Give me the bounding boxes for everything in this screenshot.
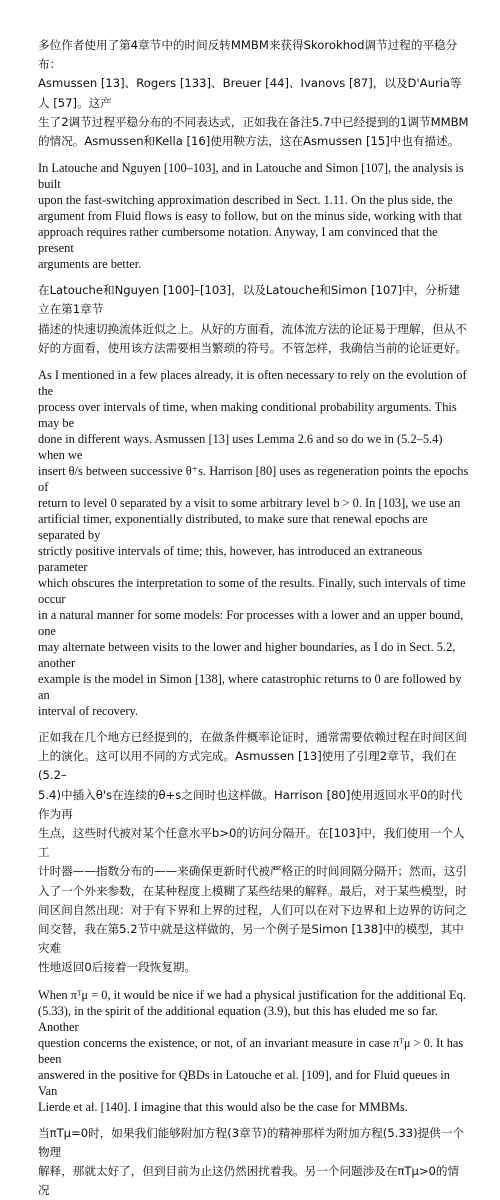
paragraph-en-2: As I mentioned in a few places already, it is often necessary to rely on the evolution of the process over intervals of time, when making conditional probability arguments. This may be done in different ways. Asmussen [13] uses Lemma 2.6 and so do we in (5.2–5.4) when we insert θ/s between successive θ⁺s. Harrison [80] uses as regeneration points the epochs of return to level 0 separated by a visit to some arbitrary level b > 0. In [103], we use an artificial timer, exponentially distributed, to make sure that renewal epochs are separated by strictly positive intervals of time; this, however, has introduced an extraneous parameter which obscures the interpretation to some of the results. Finally, such intervals of time occur in a natural manner for some models: For processes with a lower and an upper bound, one may alternate between visits to the lower and higher boundaries, as I do in Sect. 5.2, another example is the model in Simon [138], where catastrophic returns to 0 are followed by an interval of recovery.	[38, 368, 469, 719]
paragraph-zh-3: 正如我在几个地方已经提到的，在做条件概率论证时，通常需要依赖过程在时间区间 上的演化。这可以用不同的方式完成。Asmussen [13]使用了引理2章节，我们在(5.2– 5.4)中插入θ's在连续的θ+s之间时也这样做。Harrison [80]使用返回水平0的时代作为再 生点，这些时代被对某个任意水平b>0的访问分隔开。在[103]中，我们使用一个人工 计时器——指数分布的——来确保更新时代被严格正的时间间隔分隔开；然而，这引 入了一个外来参数，在某种程度上模糊了某些结果的解释。最后，对于某些模型，时 间区间自然出现：对于有下界和上界的过程，人们可以在对下边界和上边界的访问之 间交替，我在第5.2节中就是这样做的，另一个例子是Simon [138]中的模型，其中灾难 性地返回0后接着一段恢复期。	[38, 730, 467, 975]
paragraph-zh-2: 在Latouche和Nguyen [100]–[103]，以及Latouche和Simon [107]中，分析建立在第1章节 描述的快速切换流体近似之上。从好的方面看，流体流方法的论证易于理解，但从不 好的方面看，使用该方法需要相当繁琐的符号。不管怎样，我确信当前的论证更好。	[38, 283, 467, 355]
paragraph-zh-1: 多位作者使用了第4章节中的时间反转MMBM来获得Skorokhod调节过程的平稳分布： Asmussen [13]、Rogers [133]、Breuer [44]、Ivanovs [87]，以及D'Auria等人 [57]。这产 生了2调节过程平稳分布的不同表达式，正如我在备注5.7中已经提到的1调节MMBM 的情况。Asmussen和Kella [16]使用鞅方法，这在Asmussen [15]中也有描述。	[38, 38, 469, 149]
paragraph-en-1: In Latouche and Nguyen [100–103], and in Latouche and Simon [107], the analysis is built upon the fast-switching approximation described in Sect. 1.11. On the plus side, the argument from Fluid flows is easy to follow, but on the minus side, working with that approach requires rather cumbersome notation. Anyway, I am convinced that the present arguments are better.	[38, 161, 464, 272]
paragraph-zh-4: 当πTμ=0时，如果我们能够附加方程(3章节)的精神那样为附加方程(5.33)提供一个物理 解释，那就太好了，但到目前为止这仍然困扰着我。另一个问题涉及在πTμ>0的情况	[38, 1125, 465, 1198]
paragraph-en-3: When πᵀμ = 0, it would be nice if we had a physical justification for the additional Eq. (5.33), in the spirit of the additional equation (3.9), but this has eluded me so far. Another question concerns the existence, or not, of an invariant measure in case πᵀμ > 0. It has been answered in the positive for QBDs in Latouche et al. [109], and for Fluid queues in Van Lierde et al. [140]. I imagine that this would also be the case for MMBMs.	[38, 987, 466, 1114]
